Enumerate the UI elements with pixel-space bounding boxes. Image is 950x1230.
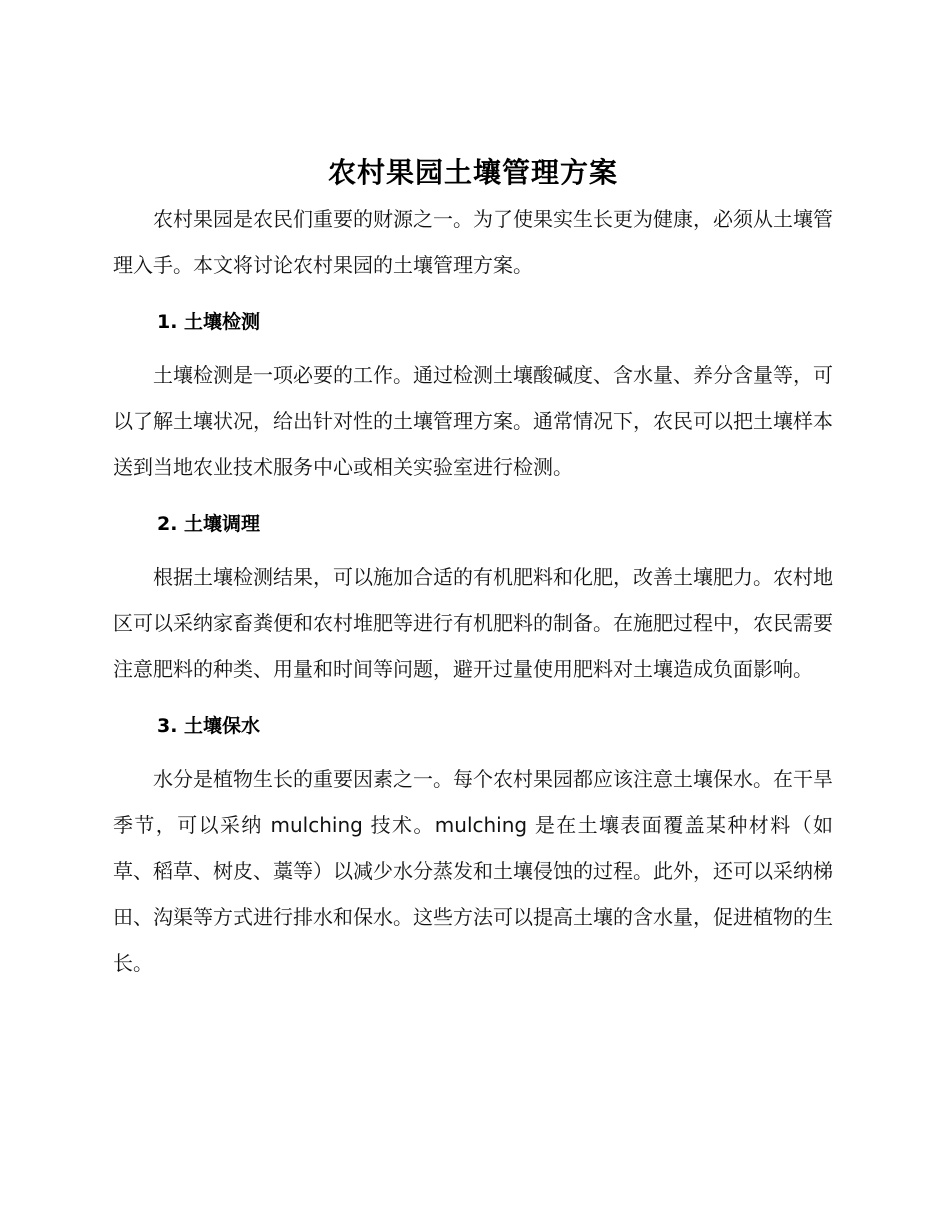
section-body-soil-testing: 土壤检测是一项必要的工作。通过检测土壤酸碱度、含水量、养分含量等，可以了解土壤状况，给出针对性的土壤管理方案。通常情况下，农民可以把土壤样本送到当地农业技术服务中心或相关实验室进行检测。 [113, 363, 833, 479]
section-heading-water-retention: 3. 土壤保水 [157, 715, 261, 737]
section-heading-soil-testing: 1. 土壤检测 [157, 311, 261, 333]
section-body-water-retention: 水分是植物生长的重要因素之一。每个农村果园都应该注意土壤保水。在干旱季节，可以采纳 mulching 技术。mulching 是在土壤表面覆盖某种材料（如草、稻草、树皮、藁等）以减少水分蒸发和土壤侵蚀的过程。此外，还可以采纳梯田、沟渠等方式进行排水和保水。这些方法可以提高土壤的含水量，促进植物的生长。 [113, 767, 833, 975]
section-heading-soil-conditioning: 2. 土壤调理 [157, 513, 261, 535]
document-title: 农村果园土壤管理方案 [327, 156, 618, 189]
section-body-soil-conditioning: 根据土壤检测结果，可以施加合适的有机肥料和化肥，改善土壤肥力。农村地区可以采纳家畜粪便和农村堆肥等进行有机肥料的制备。在施肥过程中，农民需要注意肥料的种类、用量和时间等问题，避开过量使用肥料对土壤造成负面影响。 [113, 565, 833, 681]
intro-paragraph: 农村果园是农民们重要的财源之一。为了使果实生长更为健康，必须从土壤管理入手。本文将讨论农村果园的土壤管理方案。 [113, 207, 833, 277]
document-body [113, 150, 833, 986]
